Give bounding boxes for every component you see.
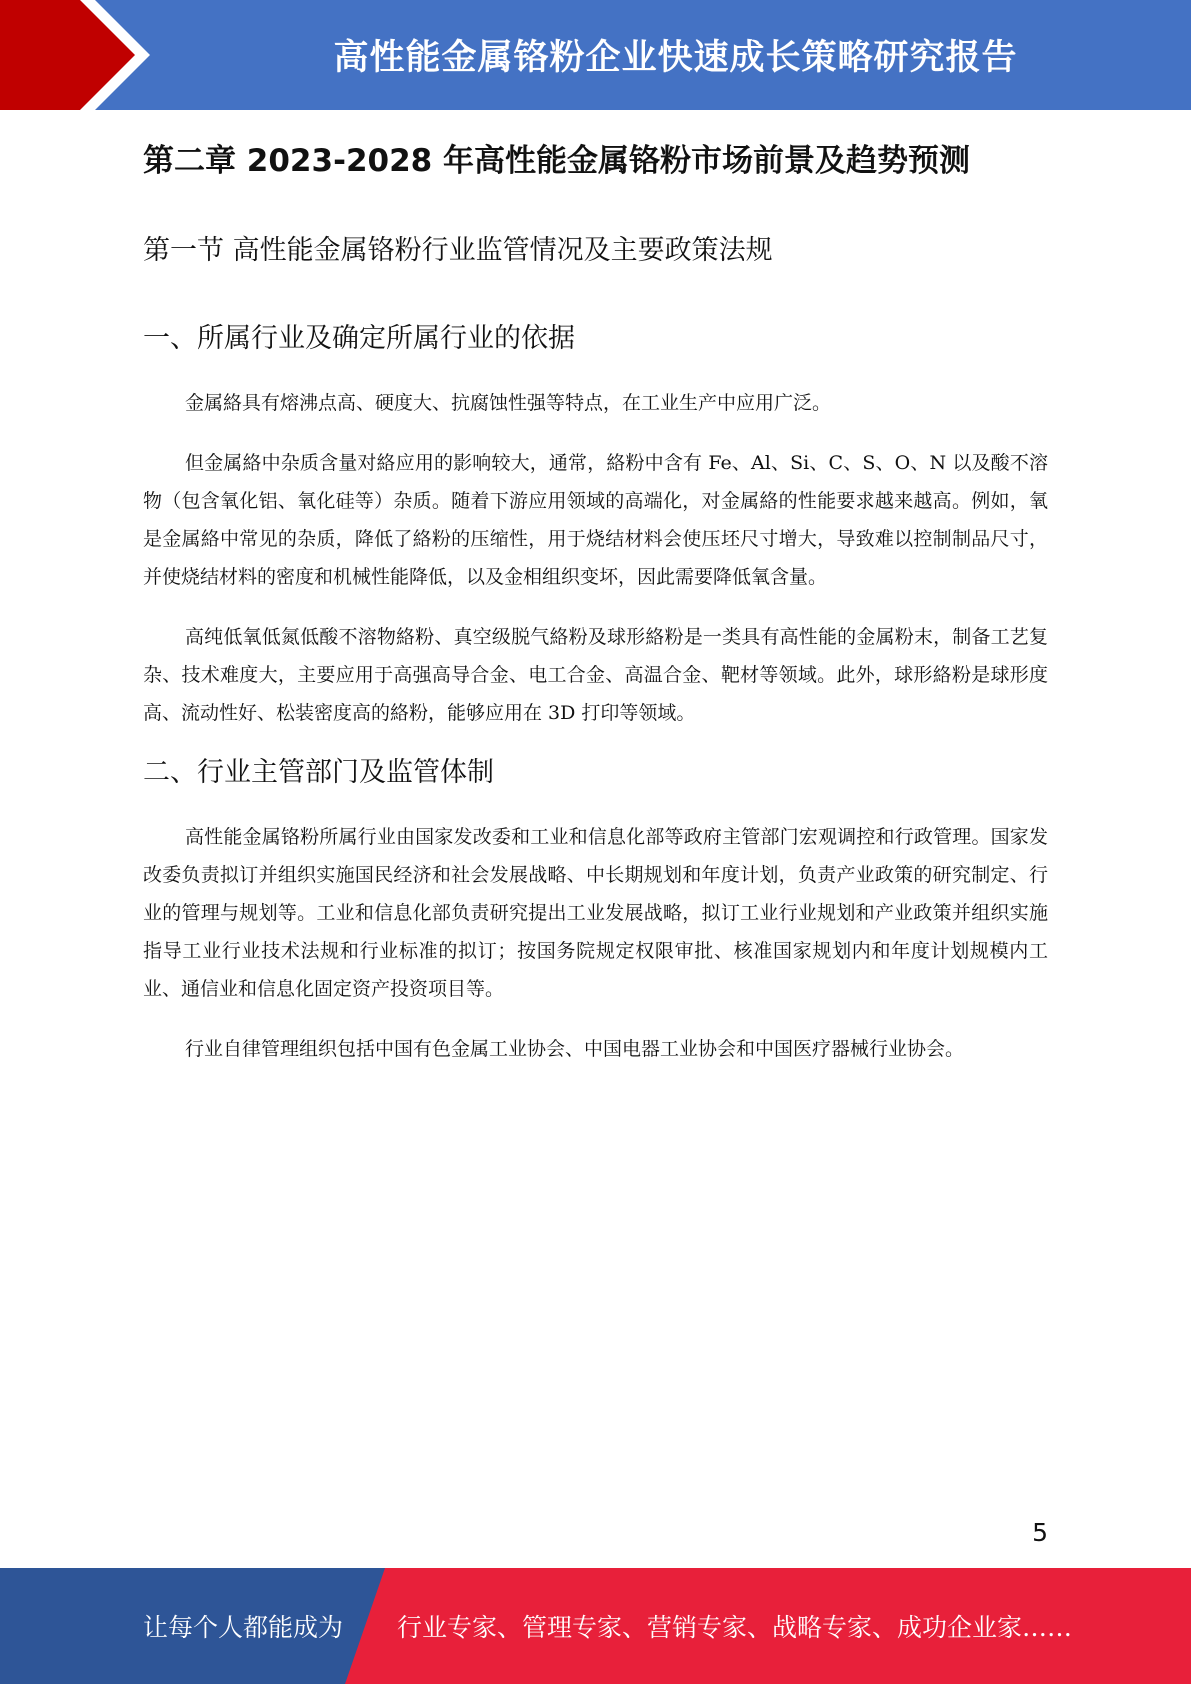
subsection-title-1: 一、所属行业及确定所属行业的依据 <box>143 323 575 354</box>
paragraph: 行业自律管理组织包括中国有色金属工业协会、中国电器工业协会和中国医疗器械行业协会。 <box>185 1038 965 1060</box>
footer-roles: 行业专家、管理专家、营销专家、战略专家、成功企业家…… <box>397 1613 1073 1642</box>
page-number: 5 <box>1032 1518 1048 1547</box>
chapter-title: 第二章 2023-2028 年高性能金属铬粉市场前景及趋势预测 <box>143 143 971 179</box>
paragraph: 高性能金属铬粉所属行业由国家发改委和工业和信息化部等政府主管部门宏观调控和行政管理。国家发改委负责拟订并组织实施国民经济和社会发展战略、中长期规划和年度计划，负责产业政策的研究制定、行业的管理与规划等。工业和信息化部负责研究提出工业发展战略，拟订工业行业规划和产业政策并组织实施指导工业行业技术法规和行业标准的拟订；按国务院规定权限审批、核准国家规划内和年度计划规模内工业、通信业和信息化固定资产投资项目等。 <box>143 826 1048 1000</box>
page-content <box>143 120 1048 1068</box>
paragraph: 但金属絡中杂质含量对絡应用的影响较大，通常，絡粉中含有 Fe、Al、Si、C、S、O、N 以及酸不溶物（包含氧化铝、氧化硅等）杂质。随着下游应用领域的高端化，对金属絡的性能要求越来越高。例如，氧是金属絡中常见的杂质，降低了絡粉的压缩性，用于烧结材料会使压坯尺寸增大，导致难以控制制品尺寸，并使烧结材料的密度和机械性能降低，以及金相组织变坏，因此需要降低氧含量。 <box>143 452 1048 588</box>
subsection-title-2: 二、行业主管部门及监管体制 <box>143 757 494 788</box>
footer-slogan: 让每个人都能成为 <box>143 1613 344 1642</box>
report-title: 高性能金属铬粉企业快速成长策略研究报告 <box>333 38 1018 78</box>
header-banner <box>0 0 1191 110</box>
section-title: 第一节 高性能金属铬粉行业监管情况及主要政策法规 <box>143 235 773 266</box>
footer-banner <box>0 1568 1191 1684</box>
paragraph: 金属絡具有熔沸点高、硬度大、抗腐蚀性强等特点，在工业生产中应用广泛。 <box>185 392 832 414</box>
paragraph: 高纯低氧低氮低酸不溶物絡粉、真空级脱气絡粉及球形絡粉是一类具有高性能的金属粉末，制备工艺复杂、技术难度大，主要应用于高强高导合金、电工合金、高温合金、靶材等领域。此外，球形絡粉是球形度高、流动性好、松装密度高的絡粉，能够应用在 3D 打印等领域。 <box>143 626 1048 724</box>
